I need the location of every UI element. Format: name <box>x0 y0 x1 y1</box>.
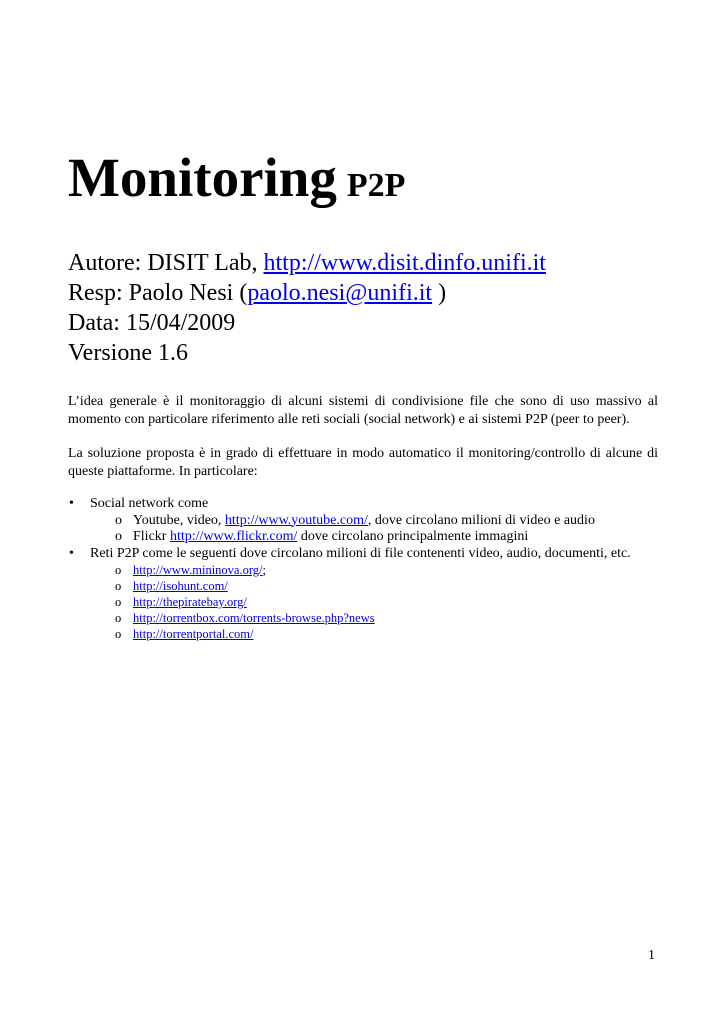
author-line <box>68 248 546 278</box>
mininova-link[interactable]: http://www.mininova.org/ <box>133 563 263 577</box>
youtube-link[interactable]: http://www.youtube.com/ <box>224 512 368 528</box>
page-number: 1 <box>648 948 655 963</box>
list-item-p2p <box>68 546 668 563</box>
social-label: Social network come <box>90 496 209 511</box>
sub-bullet-icon: o <box>115 529 122 544</box>
thepiratebay-link[interactable]: http://thepiratebay.org/ <box>133 595 247 609</box>
sub-bullet-icon: o <box>115 611 122 625</box>
list-item-social <box>68 496 668 513</box>
sub-bullet-icon: o <box>115 627 122 641</box>
flickr-suffix: dove circolano principalmente immagini <box>297 529 529 544</box>
list-item-flickr <box>68 529 668 546</box>
list-item-isohunt <box>68 578 668 594</box>
resp-close: ) <box>432 280 447 306</box>
document-title <box>68 147 406 208</box>
resp-line <box>68 278 546 308</box>
torrentbox-link[interactable]: http://torrentbox.com/torrents-browse.php?news <box>133 611 375 625</box>
resp-email-link[interactable]: paolo.nesi@unifi.it <box>247 280 433 306</box>
isohunt-link[interactable]: http://isohunt.com/ <box>133 579 228 593</box>
torrentportal-link[interactable]: http://torrentportal.com/ <box>133 627 254 641</box>
author-label: Autore: DISIT Lab, <box>68 250 264 276</box>
list-item-thepiratebay <box>68 594 668 610</box>
solution-paragraph: La soluzione proposta è in grado di effettuare in modo automatico il monitoring/controllo di alcune di queste piattaforme. In particolare: <box>68 446 658 479</box>
sub-bullet-icon: o <box>115 563 122 577</box>
intro-paragraph: L’idea generale è il monitoraggio di alcuni sistemi di condivisione file che sono di uso massivo al momento con particolare riferimento alle reti sociali (social network) e ai sistemi P2P (peer to peer). <box>68 394 658 427</box>
title-sub: P2P <box>346 167 406 204</box>
bullet-icon: • <box>69 545 74 561</box>
youtube-prefix: Youtube, video, <box>133 512 225 528</box>
list-item-torrentbox <box>68 610 668 626</box>
sub-bullet-icon: o <box>115 512 122 528</box>
author-link[interactable]: http://www.disit.dinfo.unifi.it <box>263 250 546 276</box>
flickr-link[interactable]: http://www.flickr.com/ <box>169 529 298 544</box>
resp-label: Resp: Paolo Nesi ( <box>68 280 248 306</box>
date-line: Data: 15/04/2009 <box>68 310 236 336</box>
version-line: Versione 1.6 <box>68 340 188 366</box>
list-item-mininova <box>68 562 668 578</box>
sub-bullet-icon: o <box>115 579 122 593</box>
list-item-torrentportal <box>68 626 668 642</box>
mininova-suffix: ; <box>262 563 266 577</box>
p2p-label: Reti P2P come le seguenti dove circolano milioni di file contenenti video, audio, documenti, etc. <box>90 545 631 561</box>
flickr-prefix: Flickr <box>133 529 170 544</box>
sub-bullet-icon: o <box>115 595 122 609</box>
document-meta <box>68 248 546 368</box>
youtube-suffix: , dove circolano milioni di video e audio <box>367 512 595 528</box>
bullet-icon: • <box>69 496 74 511</box>
platform-list <box>68 496 668 642</box>
list-item-youtube <box>68 513 668 530</box>
title-main: Monitoring <box>68 147 337 208</box>
